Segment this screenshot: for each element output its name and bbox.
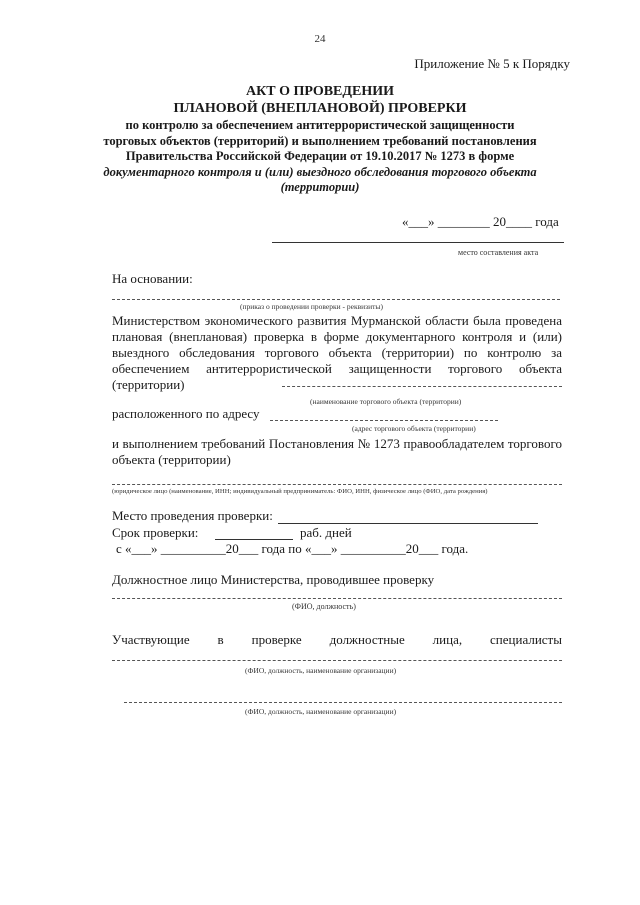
- address-field[interactable]: [270, 420, 498, 421]
- official-field[interactable]: [112, 598, 562, 599]
- participant-caption-2: (ФИО, должность, наименование организации): [245, 707, 397, 716]
- participant-field-1[interactable]: [112, 660, 562, 661]
- address-label: расположенного по адресу: [112, 406, 260, 421]
- address-caption: (адрес торгового объекта (территории): [352, 424, 476, 433]
- official-label: Должностное лицо Министерства, проводившее проверку: [112, 572, 435, 587]
- participants-word: в: [217, 632, 224, 647]
- basis-label: На основании:: [112, 271, 193, 286]
- official-caption: (ФИО, должность): [292, 602, 356, 611]
- owner-field[interactable]: [112, 484, 562, 485]
- object-name-caption: (наименование торгового объекта (территории): [310, 397, 462, 406]
- owner-caption: (юридическое лицо (наименование, ИНН; индивидуальный предприниматель: ФИО, ИНН, физическое лицо (ФИО, дата рождения): [112, 488, 488, 495]
- object-name-field[interactable]: [282, 386, 562, 387]
- participants-word: лица,: [432, 632, 463, 647]
- requirements-paragraph: и выполнением требований Постановления № 1273 правообладателем торгового объекта (территории): [112, 436, 562, 467]
- participant-caption-1: (ФИО, должность, наименование организации): [245, 666, 397, 675]
- subtitle-italic-part: документарного контроля и (или) выездного обследования торгового объекта (территории): [103, 164, 537, 194]
- basis-caption: (приказ о проведении проверки - реквизиты): [240, 302, 383, 311]
- act-title-line1: АКТ О ПРОВЕДЕНИИ: [245, 84, 395, 99]
- subtitle-bold-part: по контролю за обеспечением антитеррористической защищенности торговых объектов (территорий) и выполнением требований постановления Правительства Российской Федерации от 19.10.2017 № 1273 в форме: [103, 118, 537, 163]
- participants-label: [112, 632, 562, 648]
- participants-word: Участвующие: [112, 632, 190, 647]
- place-of-act-field[interactable]: [272, 242, 564, 243]
- term-label: Срок проверки:: [112, 525, 199, 540]
- act-subtitle: [100, 118, 540, 196]
- page-number: 24: [314, 33, 326, 45]
- term-unit: раб. дней: [300, 525, 352, 540]
- act-date-line[interactable]: «___» ________ 20____ года: [402, 214, 559, 229]
- annex-reference: Приложение № 5 к Порядку: [414, 56, 570, 71]
- term-days-field[interactable]: [215, 539, 293, 540]
- basis-field[interactable]: [112, 299, 560, 300]
- participants-word: должностные: [329, 632, 405, 647]
- participants-word: специалисты: [490, 632, 562, 647]
- participant-field-2[interactable]: [124, 702, 562, 703]
- inspection-place-label: Место проведения проверки:: [112, 508, 273, 523]
- inspection-paragraph: Министерством экономического развития Мурманской области была проведена плановая (внеплановая) проверка в форме документарного контроля и (или) выездного обследования торгового объекта (территории) по контролю за обеспечением антитеррористической защищенности торгового объекта (территории): [112, 313, 562, 392]
- place-of-act-caption: место составления акта: [458, 248, 539, 257]
- period-line[interactable]: с «___» __________20___ года по «___» __________20___ года.: [116, 541, 469, 556]
- participants-word: проверке: [251, 632, 302, 647]
- inspection-place-field[interactable]: [278, 523, 538, 524]
- act-title-line2: ПЛАНОВОЙ (ВНЕПЛАНОВОЙ) ПРОВЕРКИ: [173, 101, 467, 116]
